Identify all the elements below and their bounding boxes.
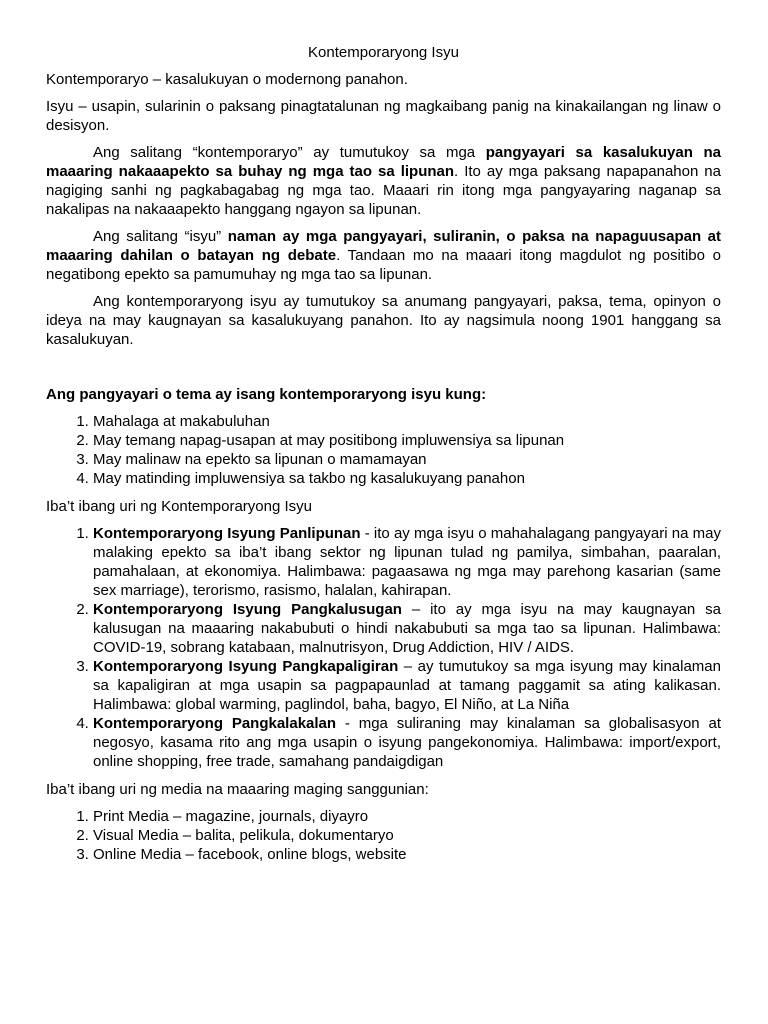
criteria-heading: Ang pangyayari o tema ay isang kontemporaryong isyu kung: (46, 386, 487, 403)
type-description: - ito ay mga isyu o mahahalagang pangyayari na may malaking epekto sa iba’t ibang sektor ng lipunan tulad ng pamilya, simbahan, paaralan, pamahalaan, at ekonomiya. Halimbawa: pagaasawa ng mga may parehong kasarian (same sex marriage), terorismo, rasismo, halalan, kahirapan. (93, 525, 721, 599)
paragraph-kontemporaryo-pre: Ang salitang “kontemporaryo” ay tumutukoy sa mga (93, 144, 486, 161)
list-item (93, 524, 721, 600)
paragraph-isyu-bold: naman ay mga pangyayari, suliranin, o paksa na napaguusapan at maaaring dahilan o batayan ng debate (46, 228, 721, 264)
list-item (93, 657, 721, 714)
criteria-list (46, 412, 721, 488)
section-spacer (46, 357, 721, 385)
type-description: – ay tumutukoy sa mga isyung may kinalaman sa kapaligiran at mga usapin sa pagpapaunlad at tamang paggamit sa ating kalikasan. Halimbawa: global warming, paglindol, baha, bagyo, El Niño, at La Niña (93, 658, 721, 713)
document-title: Kontemporaryong Isyu (308, 44, 459, 61)
document-body (46, 43, 721, 873)
paragraph-kontemporaryo (46, 143, 721, 219)
list-item: 3. May malinaw na epekto sa lipunan o mamamayan (93, 450, 721, 469)
list-item (93, 714, 721, 771)
paragraph-kontemporaryong-isyu: Ang kontemporaryong isyu ay tumutukoy sa anumang pangyayari, paksa, tema, opinyon o ideya na may kaugnayan sa kasalukuyang panahon. Ito ay nagsimula noong 1901 hanggang sa kasalukuyan. (46, 293, 721, 348)
paragraph-isyu-pre: Ang salitang “isyu” (93, 228, 228, 245)
type-description: - mga suliraning may kinalaman sa globalisasyon at negosyo, kasama rito ang mga usapin o isyung pangekonomiya. Halimbawa: import/export, online shopping, free trade, samahang pandaigdigan (93, 715, 721, 770)
type-name: Kontemporaryong Isyung Panlipunan (93, 525, 361, 542)
paragraph-isyu (46, 227, 721, 284)
types-heading: Iba’t ibang uri ng Kontemporaryong Isyu (46, 498, 312, 515)
definition-kontemporaryo: Kontemporaryo – kasalukuyan o modernong panahon. (46, 71, 408, 88)
definition-isyu: Isyu – usapin, sularinin o paksang pinagtatalunan ng magkaibang panig na kinakailangan ng linaw o desisyon. (46, 98, 721, 134)
list-item: 1. Mahalaga at makabuluhan (93, 412, 721, 431)
paragraph-kontemporaryo-bold: pangyayari sa kasalukuyan na maaaring nakaaapekto sa buhay ng mga tao sa lipunan (46, 144, 721, 180)
list-item: 1. Print Media – magazine, journals, diyayro (93, 807, 721, 826)
paragraph-kontemporaryo-post: . Ito ay mga paksang napapanahon na nagiging sanhi ng pagkabagabag ng mga tao. Maaari rin itong mga pangyayaring naganap sa nakalipas na nakaaapekto hanggang ngayon sa lipunan. (46, 163, 721, 218)
type-name: Kontemporaryong Pangkalakalan (93, 715, 337, 732)
paragraph-isyu-post: . Tandaan mo na maaari itong magdulot ng positibo o negatibong epekto sa pamumuhay ng mga tao sa lipunan. (46, 247, 721, 283)
media-heading: Iba’t ibang uri ng media na maaaring maging sanggunian: (46, 781, 429, 798)
type-description: – ito ay mga isyu na may kaugnayan sa kalusugan na maaaring nakabubuti o hindi nakabubuti sa mga tao sa lipunan. Halimbawa: COVID-19, sobrang katabaan, malnutrisyon, Drug Addiction, HIV / AIDS. (93, 601, 721, 656)
list-item: 4. May matinding impluwensiya sa takbo ng kasalukuyang panahon (93, 469, 721, 488)
list-item: 2. May temang napag-usapan at may positibong impluwensiya sa lipunan (93, 431, 721, 450)
list-item: 2. Visual Media – balita, pelikula, dokumentaryo (93, 826, 721, 845)
types-list (46, 524, 721, 771)
type-name: Kontemporaryong Isyung Pangkalusugan (93, 601, 402, 618)
list-item: 3. Online Media – facebook, online blogs, website (93, 845, 721, 864)
media-list (46, 807, 721, 864)
list-item (93, 600, 721, 657)
type-name: Kontemporaryong Isyung Pangkapaligiran (93, 658, 399, 675)
